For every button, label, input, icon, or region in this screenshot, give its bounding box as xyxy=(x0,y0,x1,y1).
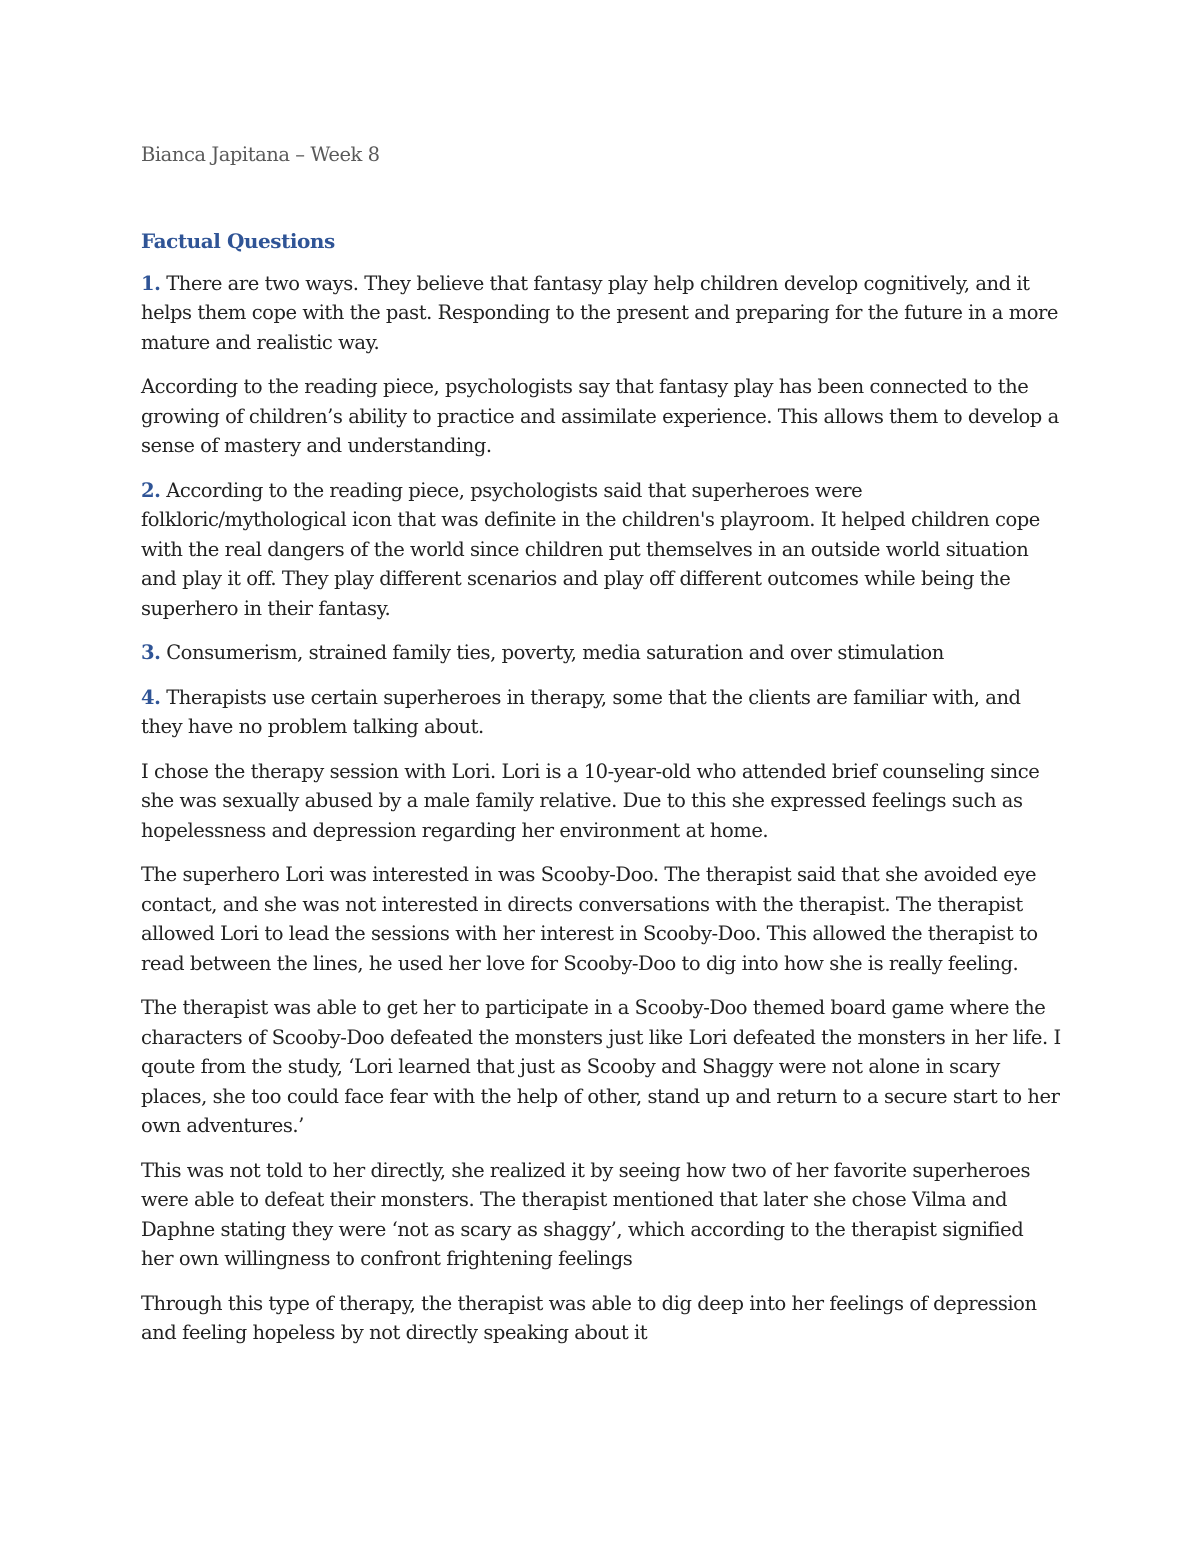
question-number: 3. xyxy=(141,641,161,664)
document-header: Bianca Japitana – Week 8 xyxy=(141,143,380,166)
paragraph-realization xyxy=(141,1156,1061,1274)
paragraph-q4 xyxy=(141,683,1061,742)
document-body xyxy=(141,140,1061,1348)
question-number: 1. xyxy=(141,271,161,295)
paragraph-scooby-interest xyxy=(141,860,1061,978)
paragraph-q1 xyxy=(141,269,1061,358)
paragraph-text: Therapists use certain superheroes in therapy, some that the clients are familiar with, and they have no problem talking about. xyxy=(141,685,1021,738)
paragraph-q3 xyxy=(141,638,1061,668)
section-heading: Factual Questions xyxy=(141,228,335,253)
paragraph-text: The superhero Lori was interested in was Scooby-Doo. The therapist said that she avoided eye contact, and she was not interested in directs conversations with the therapist. The therapist allowed Lori to lead the sessions with her interest in Scooby-Doo. This allowed the therapist to read between the lines, he used her love for Scooby-Doo to dig into how she is really feeling. xyxy=(141,863,1038,975)
paragraph-text: According to the reading piece, psychologists say that fantasy play has been connected to the growing of children’s ability to practice and assimilate experience. This allows them to develop a sense of mastery and understanding. xyxy=(141,375,1059,457)
paragraph-board-game xyxy=(141,993,1061,1141)
paragraph-conclusion xyxy=(141,1289,1061,1348)
paragraph-text: Through this type of therapy, the therapist was able to dig deep into her feelings of depression and feeling hopeless by not directly speaking about it xyxy=(141,1291,1037,1344)
paragraph-text: I chose the therapy session with Lori. Lori is a 10-year-old who attended brief counseling since she was sexually abused by a male family relative. Due to this she expressed feelings such as hopelessness and depression regarding her environment at home. xyxy=(141,759,1040,842)
paragraph-text: Consumerism, strained family ties, poverty, media saturation and over stimulation xyxy=(160,641,944,664)
question-number: 2. xyxy=(141,478,161,502)
paragraph-text: The therapist was able to get her to participate in a Scooby-Doo themed board game where the characters of Scooby-Doo defeated the monsters just like Lori defeated the monsters in her life. I qoute from the study, ‘Lori learned that just as Scooby and Shaggy were not alone in scary places, she too could face fear with the help of other, stand up and return to a secure start to her own adventures.’ xyxy=(141,996,1061,1137)
paragraph-q1-followup xyxy=(141,372,1061,461)
paragraph-text: This was not told to her directly, she realized it by seeing how two of her favorite superheroes were able to defeat their monsters. The therapist mentioned that later she chose Vilma and Daphne stating they were ‘not as scary as shaggy’, which according to the therapist signified her own willingness to confront frightening feelings xyxy=(141,1158,1031,1270)
paragraph-text: There are two ways. They believe that fantasy play help children develop cognitively, and it helps them cope with the past. Responding to the present and preparing for the future in a more mature and realistic way. xyxy=(141,271,1059,354)
paragraph-q2 xyxy=(141,476,1061,624)
paragraph-lori-intro xyxy=(141,757,1061,846)
question-number: 4. xyxy=(141,685,161,709)
paragraph-text: According to the reading piece, psychologists said that superheroes were folkloric/mythological icon that was definite in the children's playroom. It helped children cope with the real dangers of the world since children put themselves in an outside world situation and play it off. They play different scenarios and play off different outcomes while being the superhero in their fantasy. xyxy=(141,478,1040,620)
